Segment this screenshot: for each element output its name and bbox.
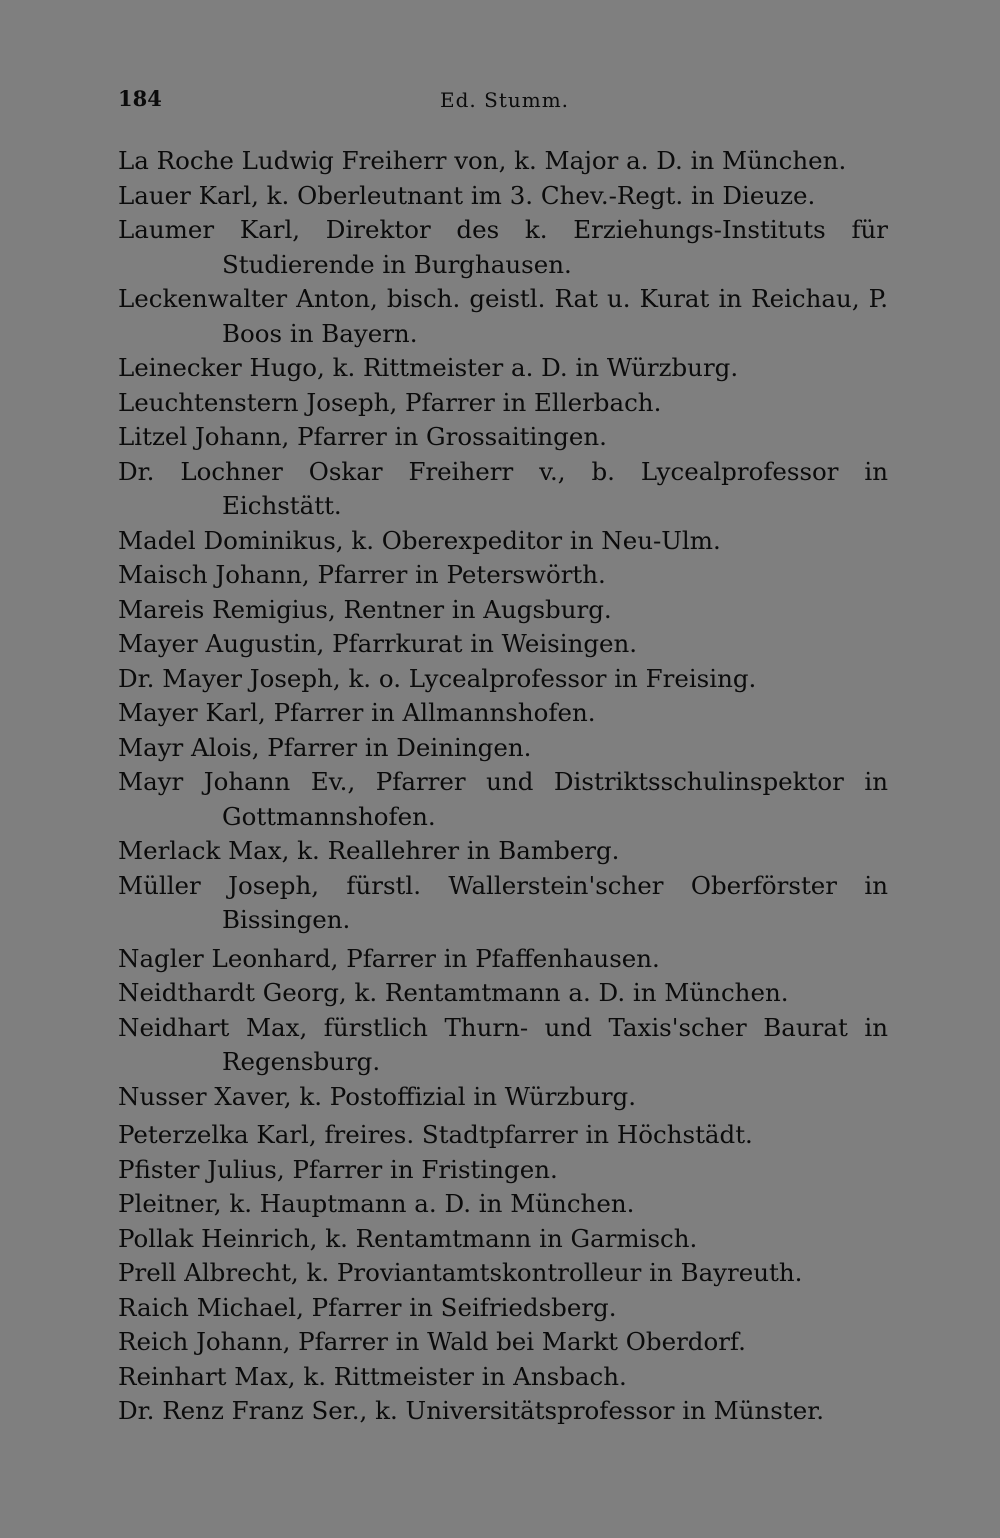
list-item: Litzel Johann, Pfarrer in Grossaitingen. xyxy=(118,422,607,451)
running-head: Ed. Stumm. xyxy=(440,88,570,112)
list-item: Madel Dominikus, k. Oberexpeditor in Neu-Ulm. xyxy=(118,525,721,555)
list-item: Müller Joseph, fürstl. Wallerstein'scher Oberförster in Bissingen. xyxy=(118,870,888,934)
page-number: 184 xyxy=(118,86,162,111)
list-item: Leckenwalter Anton, bisch. geistl. Rat u. Kurat in Reichau, P. Boos in Bayern. xyxy=(118,284,888,348)
member-list xyxy=(118,144,888,1429)
list-item: La Roche Ludwig Freiherr von, k. Major a. D. in München. xyxy=(118,146,847,175)
list-item: Mareis Remigius, Rentner in Augsburg. xyxy=(118,594,612,624)
list-item: Nagler Leonhard, Pfarrer in Pfaffenhausen. xyxy=(118,943,660,973)
list-item: Dr. Lochner Oskar Freiherr v., b. Lycealprofessor in Eichstätt. xyxy=(118,456,888,520)
list-item: Dr. Mayer Joseph, k. o. Lycealprofessor in Freising. xyxy=(118,663,757,693)
list-item: Reinhart Max, k. Rittmeister in Ansbach. xyxy=(118,1361,627,1391)
page-header xyxy=(118,86,888,116)
list-item: Pleitner, k. Hauptmann a. D. in München. xyxy=(118,1189,635,1218)
list-item: Laumer Karl, Direktor des k. Erziehungs-Instituts für Studierende in Burghausen. xyxy=(118,215,888,279)
list-item: Pfister Julius, Pfarrer in Fristingen. xyxy=(118,1154,558,1184)
list-item: Dr. Renz Franz Ser., k. Universitätsprofessor in Münster. xyxy=(118,1396,825,1425)
list-item: Leuchtenstern Joseph, Pfarrer in Ellerbach. xyxy=(118,387,662,417)
list-item: Prell Albrecht, k. Proviantamtskontrolleur in Bayreuth. xyxy=(118,1258,803,1287)
list-item: Merlack Max, k. Reallehrer in Bamberg. xyxy=(118,836,620,865)
list-item: Lauer Karl, k. Oberleutnant im 3. Chev.-Regt. in Dieuze. xyxy=(118,180,816,210)
list-item: Neidthardt Georg, k. Rentamtmann a. D. in München. xyxy=(118,978,789,1007)
list-item: Neidhart Max, fürstlich Thurn- und Taxis'scher Baurat in Regensburg. xyxy=(118,1012,888,1076)
list-item: Peterzelka Karl, freires. Stadtpfarrer in Höchstädt. xyxy=(118,1120,753,1149)
list-item: Mayr Alois, Pfarrer in Deiningen. xyxy=(118,732,532,762)
list-item: Mayer Augustin, Pfarrkurat in Weisingen. xyxy=(118,629,638,658)
list-item: Mayer Karl, Pfarrer in Allmannshofen. xyxy=(118,698,596,727)
list-item: Mayr Johann Ev., Pfarrer und Distriktsschulinspektor in Gottmannshofen. xyxy=(118,767,888,831)
list-item: Leinecker Hugo, k. Rittmeister a. D. in Würzburg. xyxy=(118,353,739,382)
list-item: Raich Michael, Pfarrer in Seifriedsberg. xyxy=(118,1292,617,1322)
list-item: Pollak Heinrich, k. Rentamtmann in Garmisch. xyxy=(118,1223,698,1253)
list-item: Nusser Xaver, k. Postoffizial in Würzburg. xyxy=(118,1081,637,1111)
list-item: Maisch Johann, Pfarrer in Peterswörth. xyxy=(118,560,606,589)
list-item: Reich Johann, Pfarrer in Wald bei Markt Oberdorf. xyxy=(118,1327,746,1356)
